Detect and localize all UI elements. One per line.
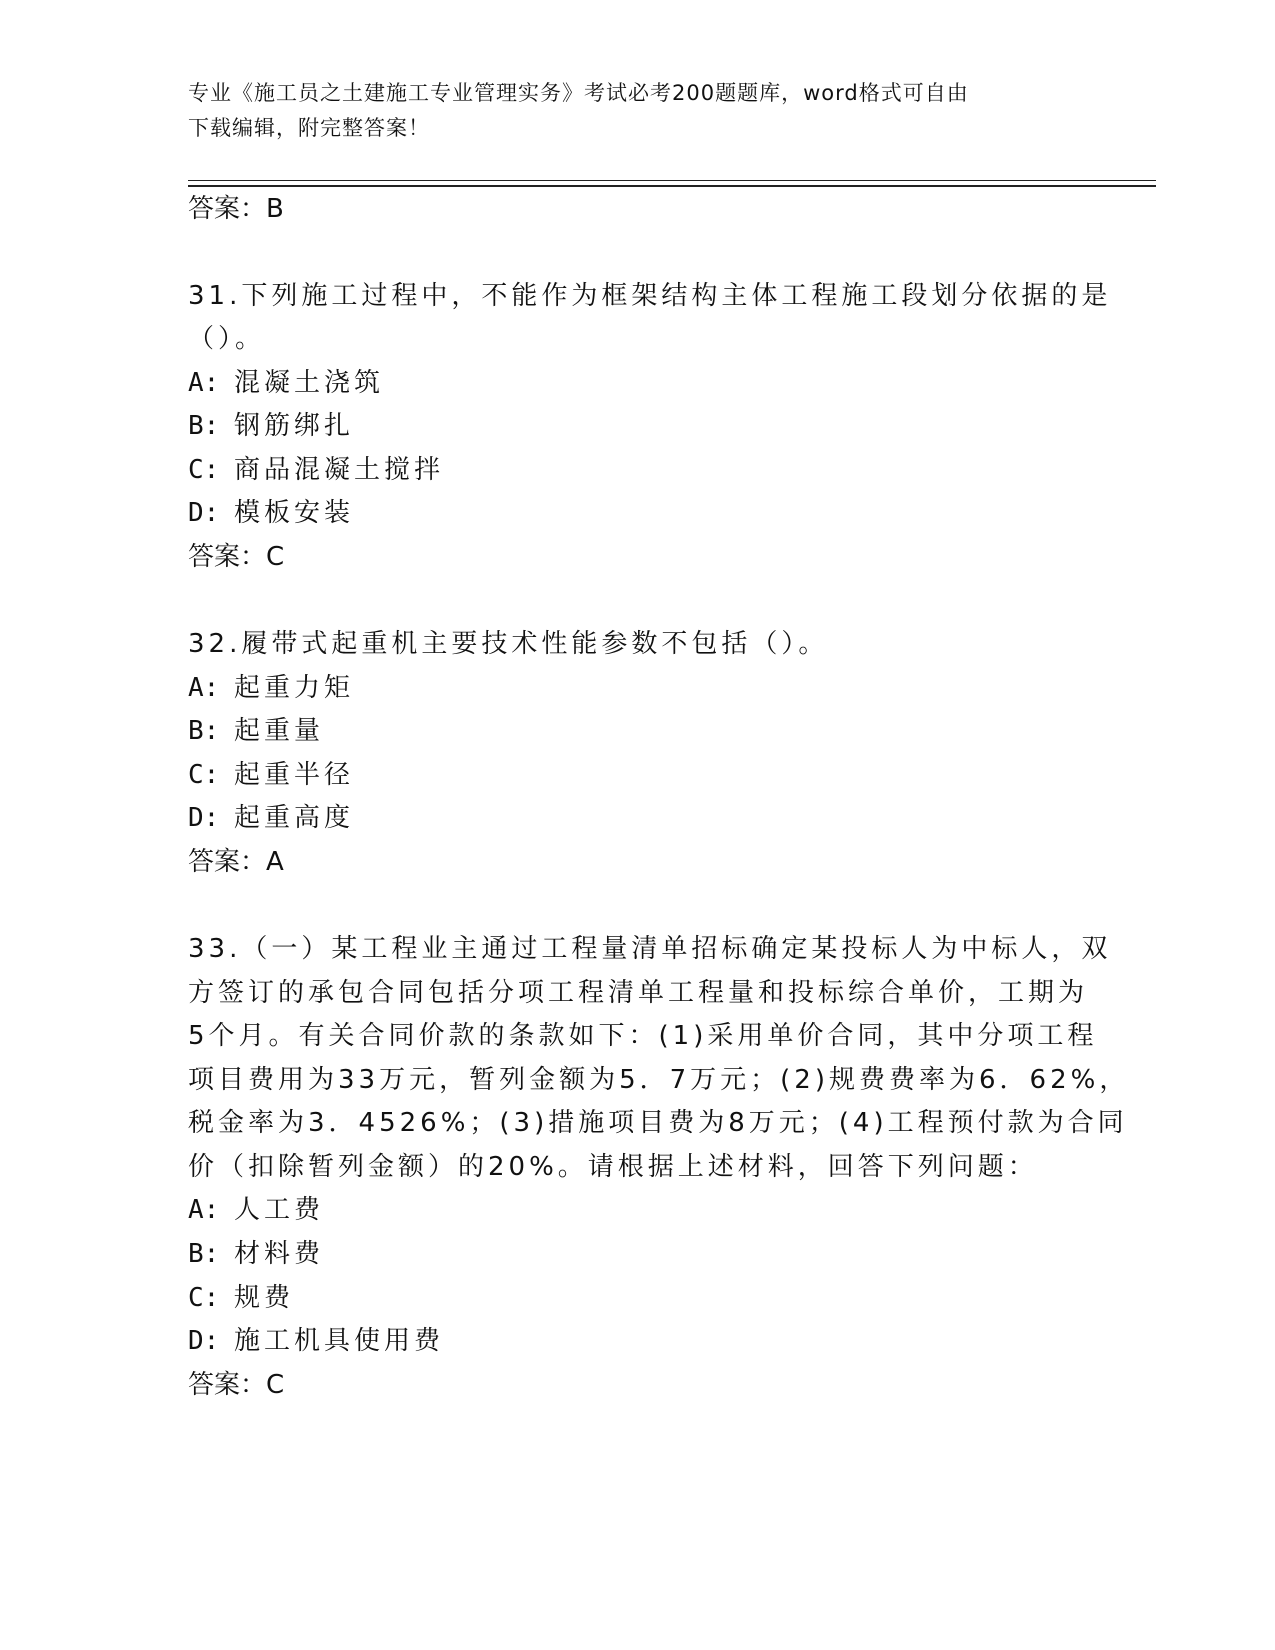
option-text: 规费	[234, 1283, 295, 1313]
option-letter: C:	[188, 1283, 220, 1313]
question-33-line-1: 33.（一）某工程业主通过工程量清单招标确定某投标人为中标人，双	[188, 934, 1112, 964]
header-divider-thick	[188, 185, 1156, 187]
header-line-2: 下载编辑，附完整答案！	[188, 116, 430, 140]
question-32-line-1: 32.履带式起重机主要技术性能参数不包括（）。	[188, 629, 829, 659]
option-text: 钢筋绑扎	[234, 411, 355, 441]
option-text: 人工费	[234, 1195, 325, 1225]
option-text: 模板安装	[234, 498, 355, 528]
option-text: 材料费	[234, 1239, 325, 1269]
question-31-line-2: （）。	[188, 324, 266, 354]
option-text: 商品混凝土搅拌	[234, 455, 445, 485]
option-text: 施工机具使用费	[234, 1326, 445, 1356]
question-32-option-b	[188, 710, 324, 747]
question-33-line-5: 税金率为3．4526%；(3)措施项目费为8万元；(4)工程预付款为合同	[188, 1108, 1128, 1138]
header-line-1: 专业《施工员之土建施工专业管理实务》考试必考200题题库，word格式可自由	[188, 81, 969, 105]
question-31-option-d	[188, 492, 354, 529]
option-letter: B:	[188, 1239, 220, 1269]
option-letter: D:	[188, 1326, 220, 1356]
option-letter: B:	[188, 716, 220, 746]
answer-33: 答案：C	[188, 1370, 285, 1400]
header-divider-thin	[188, 180, 1156, 181]
question-32-option-d	[188, 797, 354, 834]
option-letter: A:	[188, 1195, 220, 1225]
option-letter: A:	[188, 368, 220, 398]
option-text: 起重半径	[234, 760, 355, 790]
question-33-line-3: 5个月。有关合同价款的条款如下：(1)采用单价合同，其中分项工程	[188, 1021, 1098, 1051]
question-33-option-d	[188, 1320, 444, 1357]
question-31-option-a	[188, 362, 384, 399]
option-letter: B:	[188, 411, 220, 441]
option-text: 混凝土浇筑	[234, 368, 385, 398]
question-33-option-c	[188, 1277, 294, 1314]
option-letter: D:	[188, 498, 220, 528]
option-letter: A:	[188, 673, 220, 703]
document-header	[188, 76, 1088, 146]
question-33-option-a	[188, 1189, 324, 1226]
answer-previous: 答案：B	[188, 194, 284, 224]
option-text: 起重高度	[234, 803, 355, 833]
question-33-option-b	[188, 1233, 324, 1270]
option-text: 起重力矩	[234, 673, 355, 703]
answer-31: 答案：C	[188, 542, 285, 572]
question-31-option-c	[188, 449, 444, 486]
option-letter: C:	[188, 455, 220, 485]
question-31-option-b	[188, 405, 354, 442]
question-33-line-4: 项目费用为33万元，暂列金额为5．7万元；(2)规费费率为6．62%，	[188, 1065, 1130, 1095]
question-32-option-a	[188, 667, 354, 704]
question-33-line-6: 价（扣除暂列金额）的20%。请根据上述材料，回答下列问题：	[188, 1152, 1038, 1182]
question-31-line-1: 31.下列施工过程中，不能作为框架结构主体工程施工段划分依据的是	[188, 281, 1112, 311]
option-text: 起重量	[234, 716, 325, 746]
question-33-line-2: 方签订的承包合同包括分项工程清单工程量和投标综合单价，工期为	[188, 978, 1089, 1008]
answer-32: 答案：A	[188, 847, 284, 877]
question-32-option-c	[188, 754, 354, 791]
option-letter: D:	[188, 803, 220, 833]
option-letter: C:	[188, 760, 220, 790]
